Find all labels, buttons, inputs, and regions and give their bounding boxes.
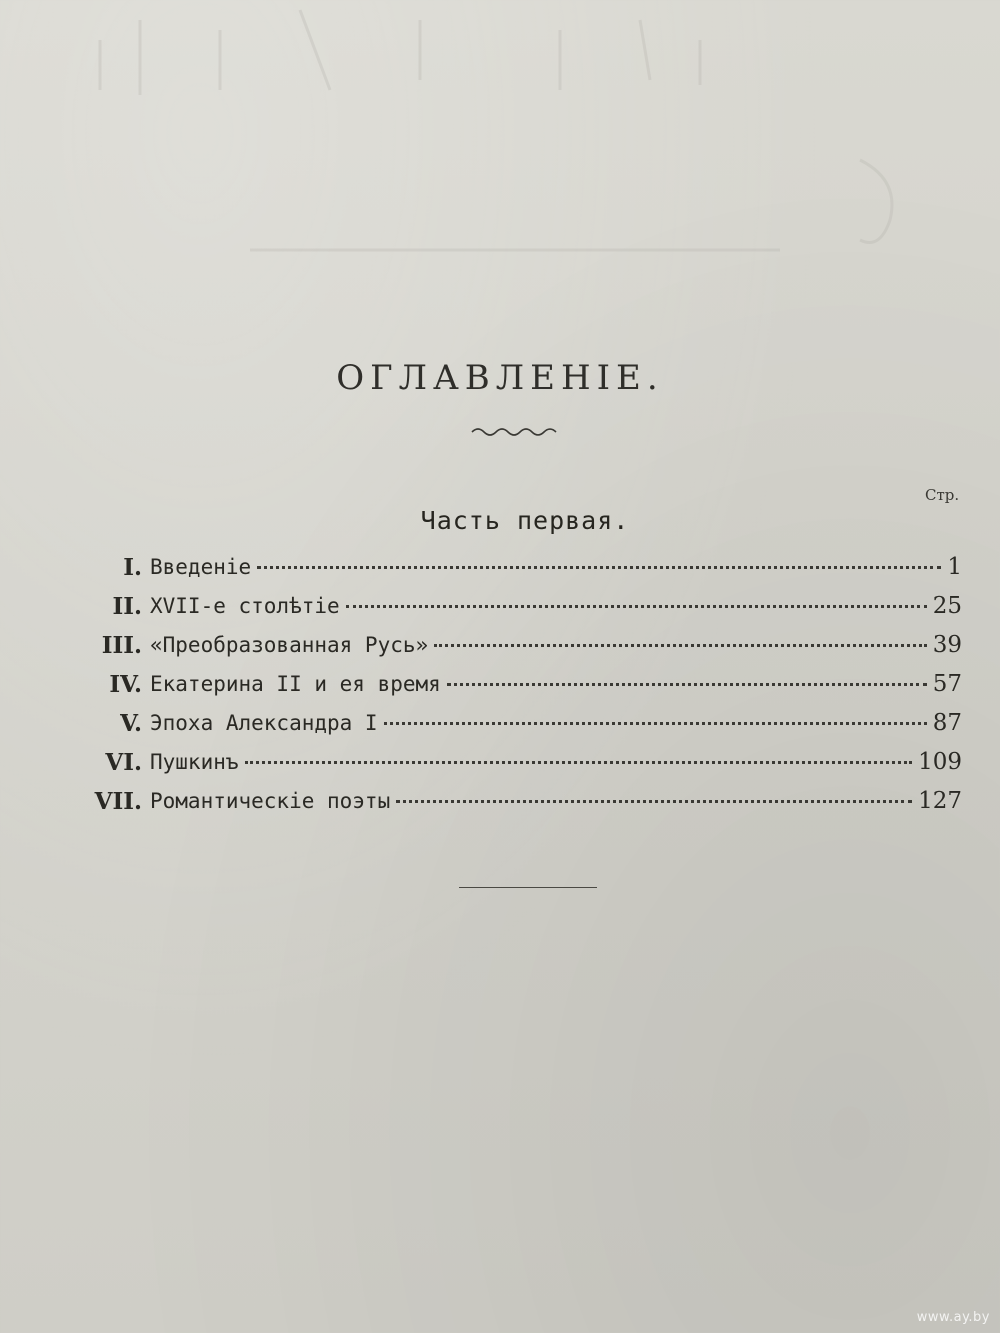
- dot-leader: [384, 722, 927, 725]
- page-title: ОГЛАВЛЕНІЕ.: [336, 358, 664, 398]
- dot-leader: [245, 761, 913, 764]
- page-number: 1: [947, 554, 962, 580]
- chapter-numeral: I.: [123, 554, 142, 581]
- page-number: 25: [932, 593, 962, 619]
- toc-entry: [150, 749, 962, 775]
- toc-entry: [150, 710, 962, 736]
- toc-row[interactable]: [0, 710, 1000, 750]
- chapter-title: Пушкинъ: [150, 750, 239, 774]
- dot-leader: [396, 800, 912, 803]
- wave-ornament: [470, 424, 558, 438]
- chapter-title: Екатерина II и ея время: [150, 672, 441, 696]
- page-number: 57: [932, 671, 962, 697]
- dot-leader: [434, 644, 927, 647]
- site-watermark[interactable]: www.ay.by: [916, 1310, 990, 1325]
- toc-row[interactable]: [0, 749, 1000, 789]
- page-number: 127: [918, 788, 962, 814]
- pages-column-label: Стр.: [925, 486, 960, 504]
- dot-leader: [447, 683, 927, 686]
- dot-leader: [346, 605, 927, 608]
- chapter-numeral: IV.: [109, 671, 142, 698]
- chapter-numeral: II.: [112, 593, 142, 620]
- page-number: 39: [932, 632, 962, 658]
- chapter-numeral: V.: [120, 710, 142, 737]
- closing-rule: [459, 887, 597, 888]
- dot-leader: [257, 566, 941, 569]
- chapter-title: Введеніе: [150, 555, 252, 579]
- chapter-numeral: VII.: [94, 788, 142, 815]
- toc-row[interactable]: [0, 788, 1000, 828]
- page-number: 109: [918, 749, 962, 775]
- part-title: Часть первая.: [420, 506, 630, 535]
- toc-row[interactable]: [0, 632, 1000, 672]
- chapter-title: Романтическіе поэты: [150, 789, 391, 813]
- toc-entry: [150, 671, 962, 697]
- toc-row[interactable]: [0, 671, 1000, 711]
- toc-entry: [150, 632, 962, 658]
- chapter-title: XVII-е столѣтіе: [150, 594, 340, 618]
- toc-entry: [150, 788, 962, 814]
- chapter-title: Эпоха Александра I: [150, 711, 378, 735]
- toc-row[interactable]: [0, 593, 1000, 633]
- toc-row[interactable]: [0, 554, 1000, 594]
- toc-entry: [150, 554, 962, 580]
- chapter-numeral: III.: [101, 632, 142, 659]
- page-number: 87: [932, 710, 962, 736]
- toc-entry: [150, 593, 962, 619]
- chapter-numeral: VI.: [105, 749, 142, 776]
- chapter-title: «Преобразованная Русь»: [150, 633, 429, 657]
